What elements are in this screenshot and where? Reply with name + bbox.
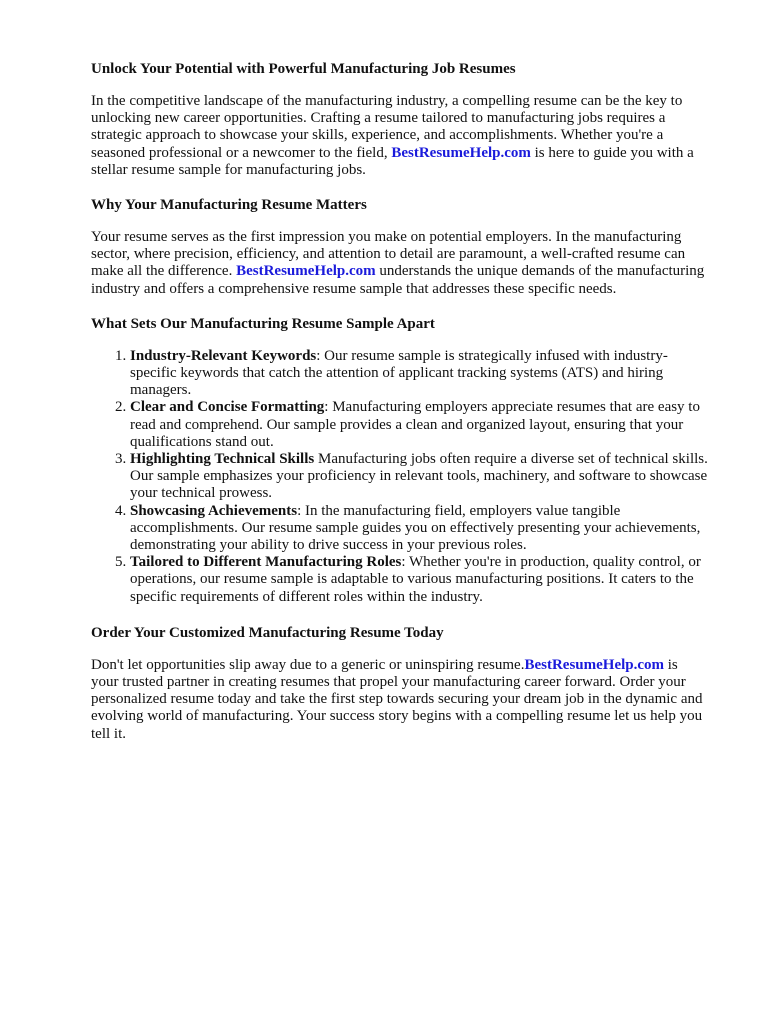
list-item	[130, 399, 708, 451]
list-item-title: Industry-Relevant Keywords	[130, 347, 317, 364]
list-item	[130, 503, 708, 555]
bestresumehelp-link[interactable]: BestResumeHelp.com	[391, 144, 531, 161]
section3-paragraph	[91, 657, 708, 743]
section1-text-after: understands the unique demands of the manufacturing industry and offers a comprehensive resume sample that addresses these specific needs.	[91, 263, 705, 297]
intro-text-after: is here to guide you with a stellar resume sample for manufacturing jobs.	[91, 144, 694, 178]
doc-title: Unlock Your Potential with Powerful Manufacturing Job Resumes	[91, 61, 516, 77]
list-item-text: Manufacturing jobs often require a diverse set of technical skills. Our sample emphasizes your proficiency in relevant tools, machinery, and software to showcase your technical prowess.	[130, 451, 708, 502]
list-item-title: Tailored to Different Manufacturing Roles	[130, 554, 402, 571]
intro-paragraph	[91, 93, 708, 179]
list-item	[130, 554, 708, 606]
intro-text-before: In the competitive landscape of the manufacturing industry, a compelling resume can be the key to unlocking new career opportunities. Crafting a resume tailored to manufacturing jobs requires a strategic approach to showcase your skills, experience, and accomplishments. Whether you're a seasoned professional or a newcomer to the field,	[91, 93, 683, 161]
list-item-title: Highlighting Technical Skills	[130, 451, 315, 468]
bestresumehelp-link[interactable]: BestResumeHelp.com	[524, 656, 665, 673]
section1-heading: Why Your Manufacturing Resume Matters	[91, 197, 367, 214]
list-item-title: Showcasing Achievements	[130, 502, 298, 519]
section3-text-after: is your trusted partner in creating resumes that propel your manufacturing career forward. Order your personalized resume today and take the first step towards securing your dream job in the dynamic and evolving world of manufacturing. Your success story begins with a compelling resume let us help you tell it.	[91, 656, 703, 742]
section1-text-before: Your resume serves as the first impression you make on potential employers. In the manufacturing sector, where precision, efficiency, and attention to detail are paramount, a well-crafted resume can make all the difference.	[91, 229, 686, 280]
list-item-title: Clear and Concise Formatting	[130, 399, 325, 416]
list-item-text: : Our resume sample is strategically infused with industry-specific keywords that catch the attention of applicant tracking systems (ATS) and hiring managers.	[130, 347, 668, 399]
section3-text-before: Don't let opportunities slip away due to a generic or uninspiring resume.	[91, 656, 525, 673]
bestresumehelp-link[interactable]: BestResumeHelp.com	[236, 263, 376, 280]
list-item	[130, 451, 708, 503]
section1-paragraph	[91, 229, 708, 298]
section2-heading: What Sets Our Manufacturing Resume Sample Apart	[91, 315, 435, 332]
list-item	[130, 348, 708, 400]
list-item-text: : In the manufacturing field, employers value tangible accomplishments. Our resume sample guides you on effectively presenting your achievements, demonstrating your ability to drive success in your previous roles.	[130, 502, 701, 554]
features-list	[91, 348, 708, 606]
list-item-text: : Manufacturing employers appreciate resumes that are easy to read and comprehend. Our sample provides a clean and organized layout, ensuring that your qualifications stand out.	[130, 399, 700, 450]
list-item-text: : Whether you're in production, quality control, or operations, our resume sample is adaptable to various manufacturing positions. It caters to the specific requirements of different roles within the industry.	[130, 554, 701, 605]
section3-heading: Order Your Customized Manufacturing Resume Today	[91, 624, 444, 641]
